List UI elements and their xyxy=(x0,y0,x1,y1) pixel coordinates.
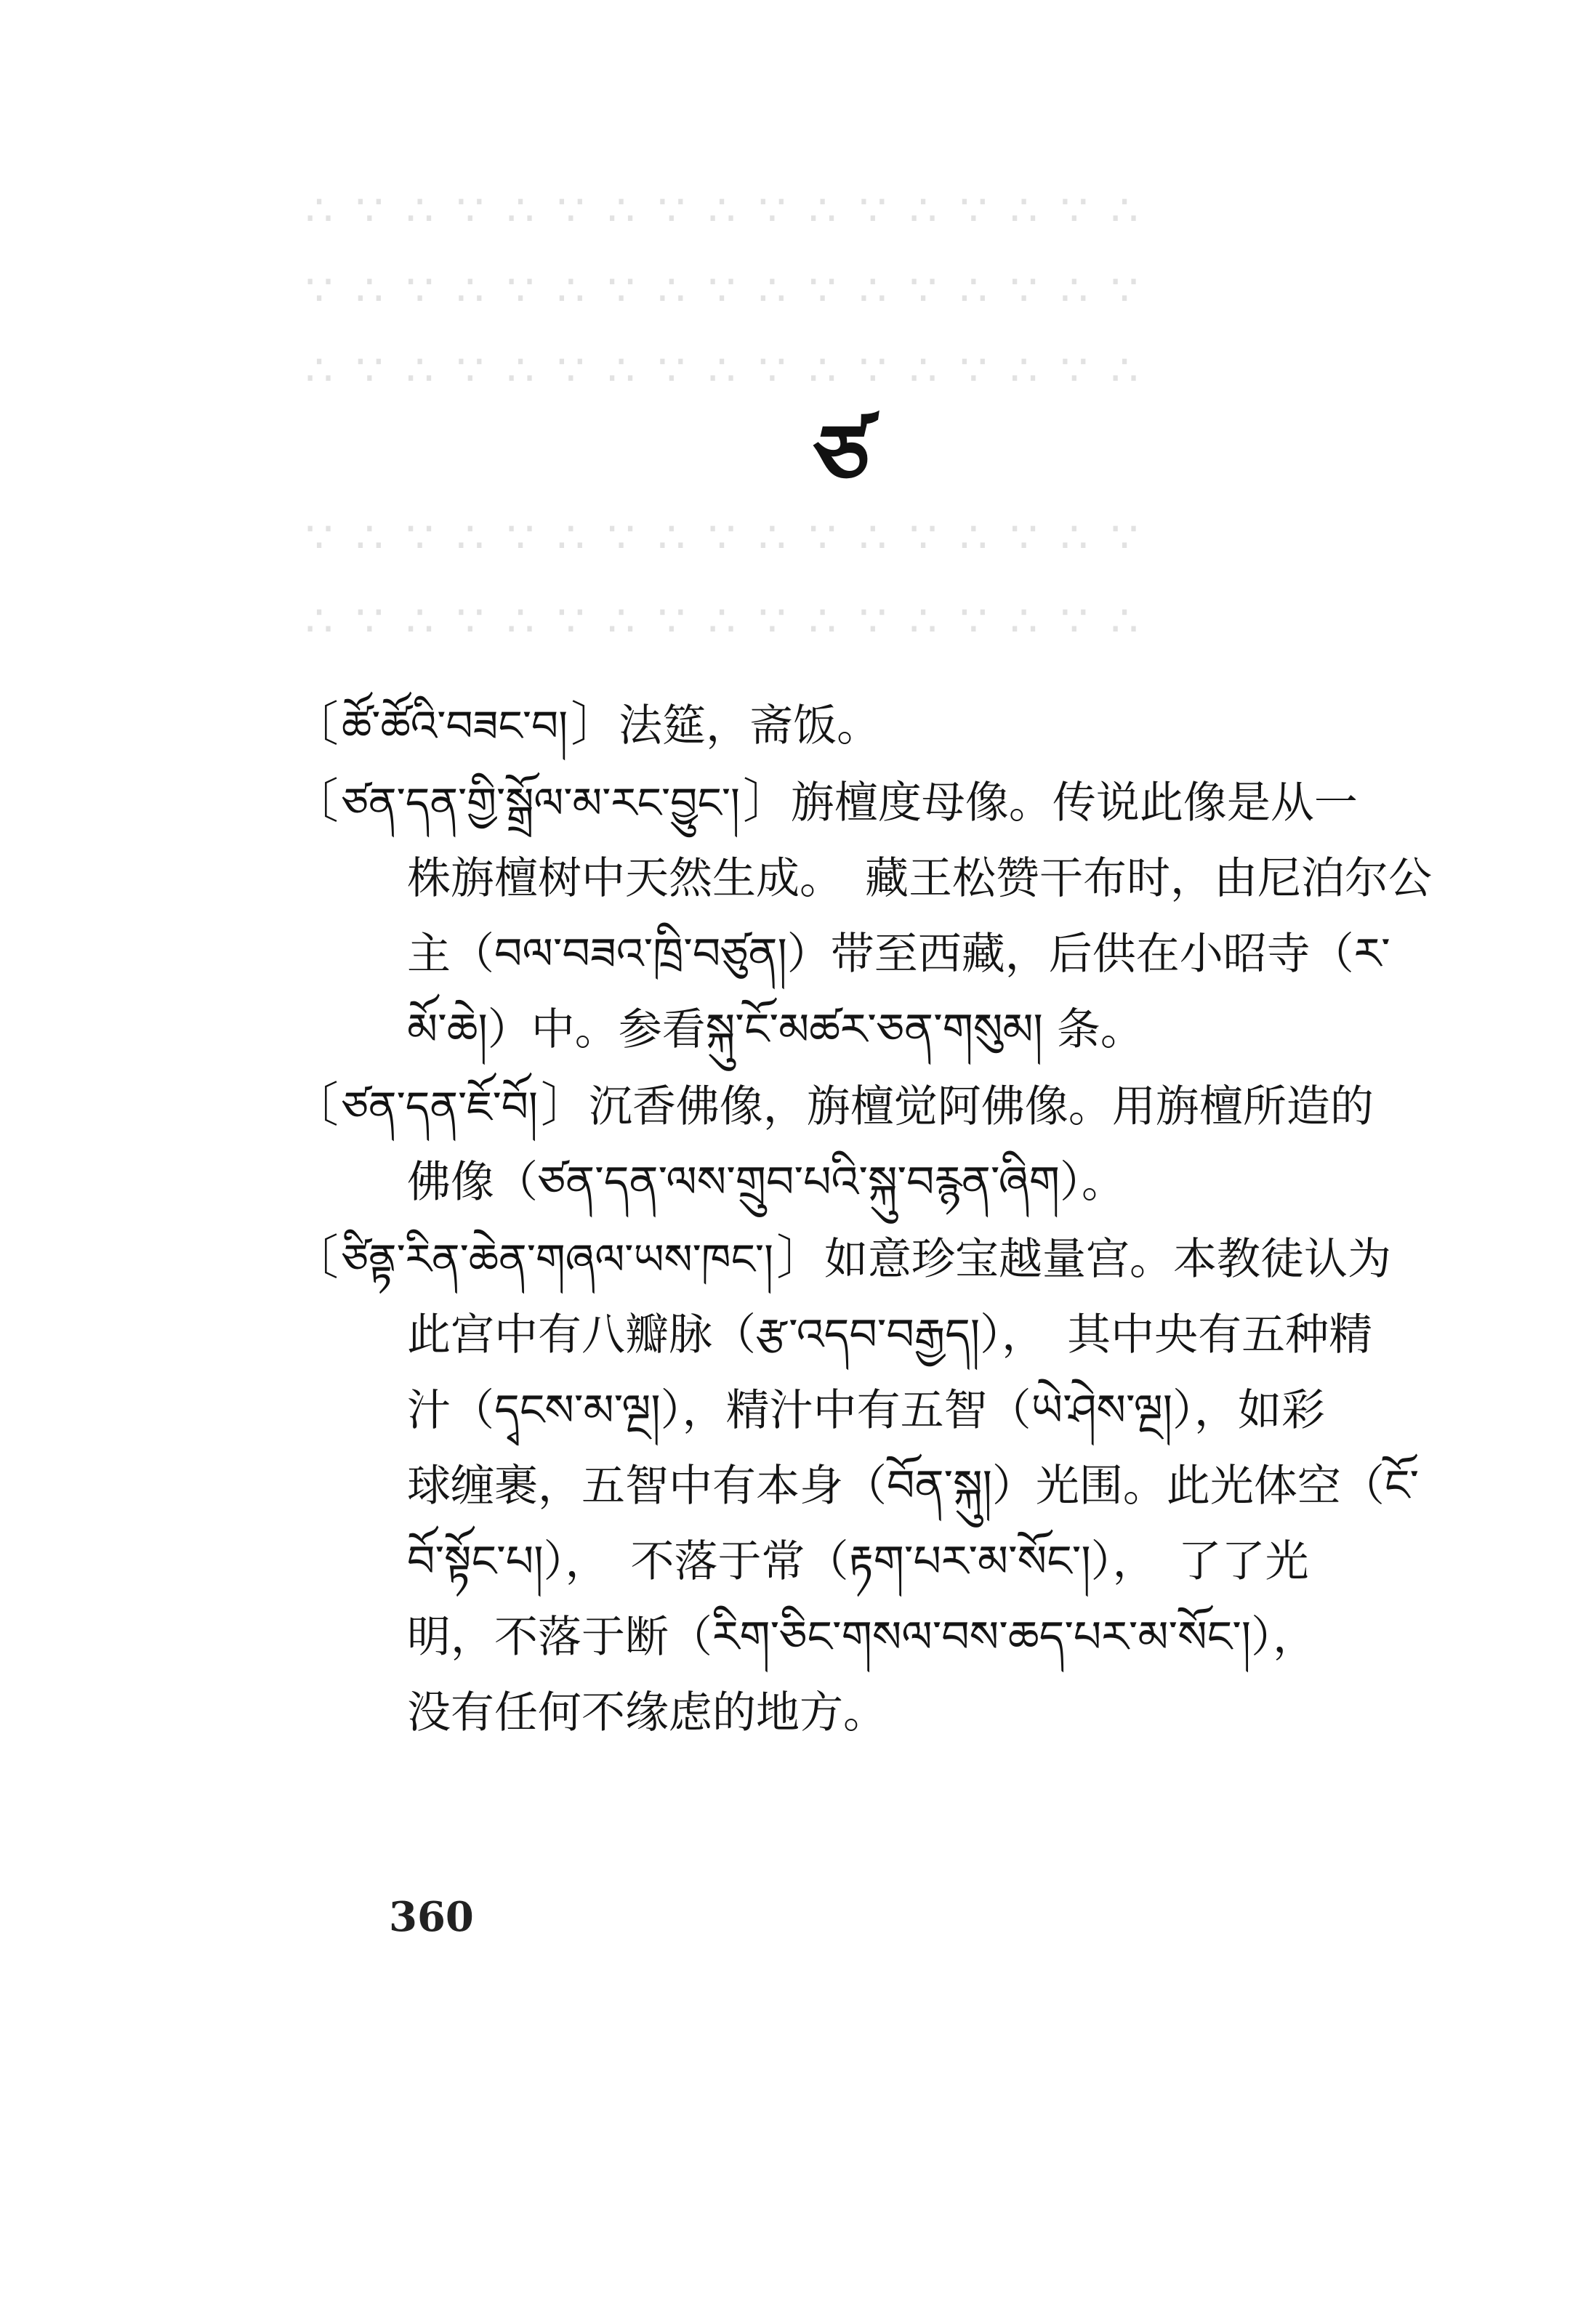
close-bracket: 〕 xyxy=(742,773,791,829)
entry-definition-line: 球缠裹，五智中有本身（བོན་སྐུ།）光围。此光体空（ངོ་ xyxy=(407,1461,1420,1512)
entry-term: ཙན་དན་གྱི་སྒྲོལ་མ་རང་བྱུང་། xyxy=(342,778,740,828)
entry-definition-line: 佛像（ཙན་དན་ལས་གྲུབ་པའི་སྐུ་བརྙན་ཞིག）。 xyxy=(407,1157,1125,1208)
entry-definition-line: 明，不落于断（རིག་ཅིང་གསལ་བས་ཆད་པར་མ་སོང་།）， xyxy=(407,1612,1317,1663)
open-bracket: 〔 xyxy=(291,1077,339,1133)
dictionary-entries xyxy=(291,687,1432,1751)
entry-definition: 旃檀度母像。传说此像是从一 xyxy=(790,778,1358,828)
entry-definition-line: 此宫中有八瓣脉（རྩ་འདབ་བརྒྱད།）， 其中央有五种精 xyxy=(407,1310,1373,1360)
entry-definition-line: 没有任何不缘虑的地方。 xyxy=(407,1687,887,1738)
dictionary-entry xyxy=(291,1220,1420,1751)
entry-term: ཚོ་ཚོའི་བཟང་བ། xyxy=(342,701,568,751)
entry-definition-line: མོ་ཆེ།）中。参看སྐུ་ངོ་མཚར་ཅན་གསུམ། 条。 xyxy=(407,1004,1144,1055)
dictionary-entry xyxy=(291,764,1432,1068)
close-bracket: 〕 xyxy=(776,1230,824,1286)
entry-term: ཙན་དན་ཇོ་བོ། xyxy=(342,1082,538,1131)
entry-definition: 法筵，斋饭。 xyxy=(619,701,881,751)
open-bracket: 〔 xyxy=(291,696,339,752)
bleed-through-text: ∵ ∴ ∵ ∴ ∵ ∴ ∵ ∴ ∵ ∴ ∵ ∴ ∵ ∴ ∵ ∴ ∵ xyxy=(305,265,1143,316)
open-bracket: 〔 xyxy=(291,773,339,829)
bleed-through-text: ∴ ∵ ∴ ∵ ∴ ∵ ∴ ∵ ∴ ∵ ∴ ∵ ∴ ∵ ∴ ∵ ∴ xyxy=(305,345,1143,396)
bleed-through-text: ∵ ∴ ∵ ∴ ∵ ∴ ∵ ∴ ∵ ∴ ∵ ∴ ∵ ∴ ∵ ∴ ∵ xyxy=(305,512,1143,563)
entry-definition: 如意珍宝越量宫。本教徒认为 xyxy=(824,1234,1391,1285)
bleed-through-text: ∴ ∵ ∴ ∵ ∴ ∵ ∴ ∵ ∴ ∵ ∴ ∵ ∴ ∵ ∴ ∵ ∴ xyxy=(305,596,1143,647)
dictionary-entry xyxy=(291,687,1410,764)
entry-definition-line: བོ་སྟོང་པ།）， 不落于常（རྟག་པར་མ་སོང་།）， 了了光 xyxy=(407,1536,1309,1587)
open-bracket: 〔 xyxy=(291,1230,339,1286)
section-letter-heading: ཙ xyxy=(814,407,870,508)
page-number: 360 xyxy=(389,1893,474,1941)
entry-definition-line: 株旃檀树中天然生成。 藏王松赞干布时，由尼泊尔公 xyxy=(407,853,1432,904)
entry-definition-line: 汁（དྭངས་མ་ལྔ།），精汁中有五智（ཡེ་ཤེས་ལྔ།），如彩 xyxy=(407,1385,1326,1436)
close-bracket: 〕 xyxy=(540,1077,589,1133)
entry-term: ཙིནྟ་རིན་ཆེན་གཞལ་ཡས་ཁང་། xyxy=(342,1235,773,1284)
entry-definition: 沉香佛像，旃檀觉阿佛像。用旃檀所造的 xyxy=(588,1081,1374,1132)
entry-definition-line: 主（བལ་བཟའ་ཁྲི་བཙུན།）带至西藏，后供在小昭寺（ར་ xyxy=(407,929,1390,980)
dictionary-entry xyxy=(291,1068,1410,1220)
close-bracket: 〕 xyxy=(571,696,619,752)
bleed-through-text: ∴ ∵ ∴ ∵ ∴ ∵ ∴ ∵ ∴ ∵ ∴ ∵ ∴ ∵ ∴ ∵ ∴ xyxy=(305,185,1143,236)
